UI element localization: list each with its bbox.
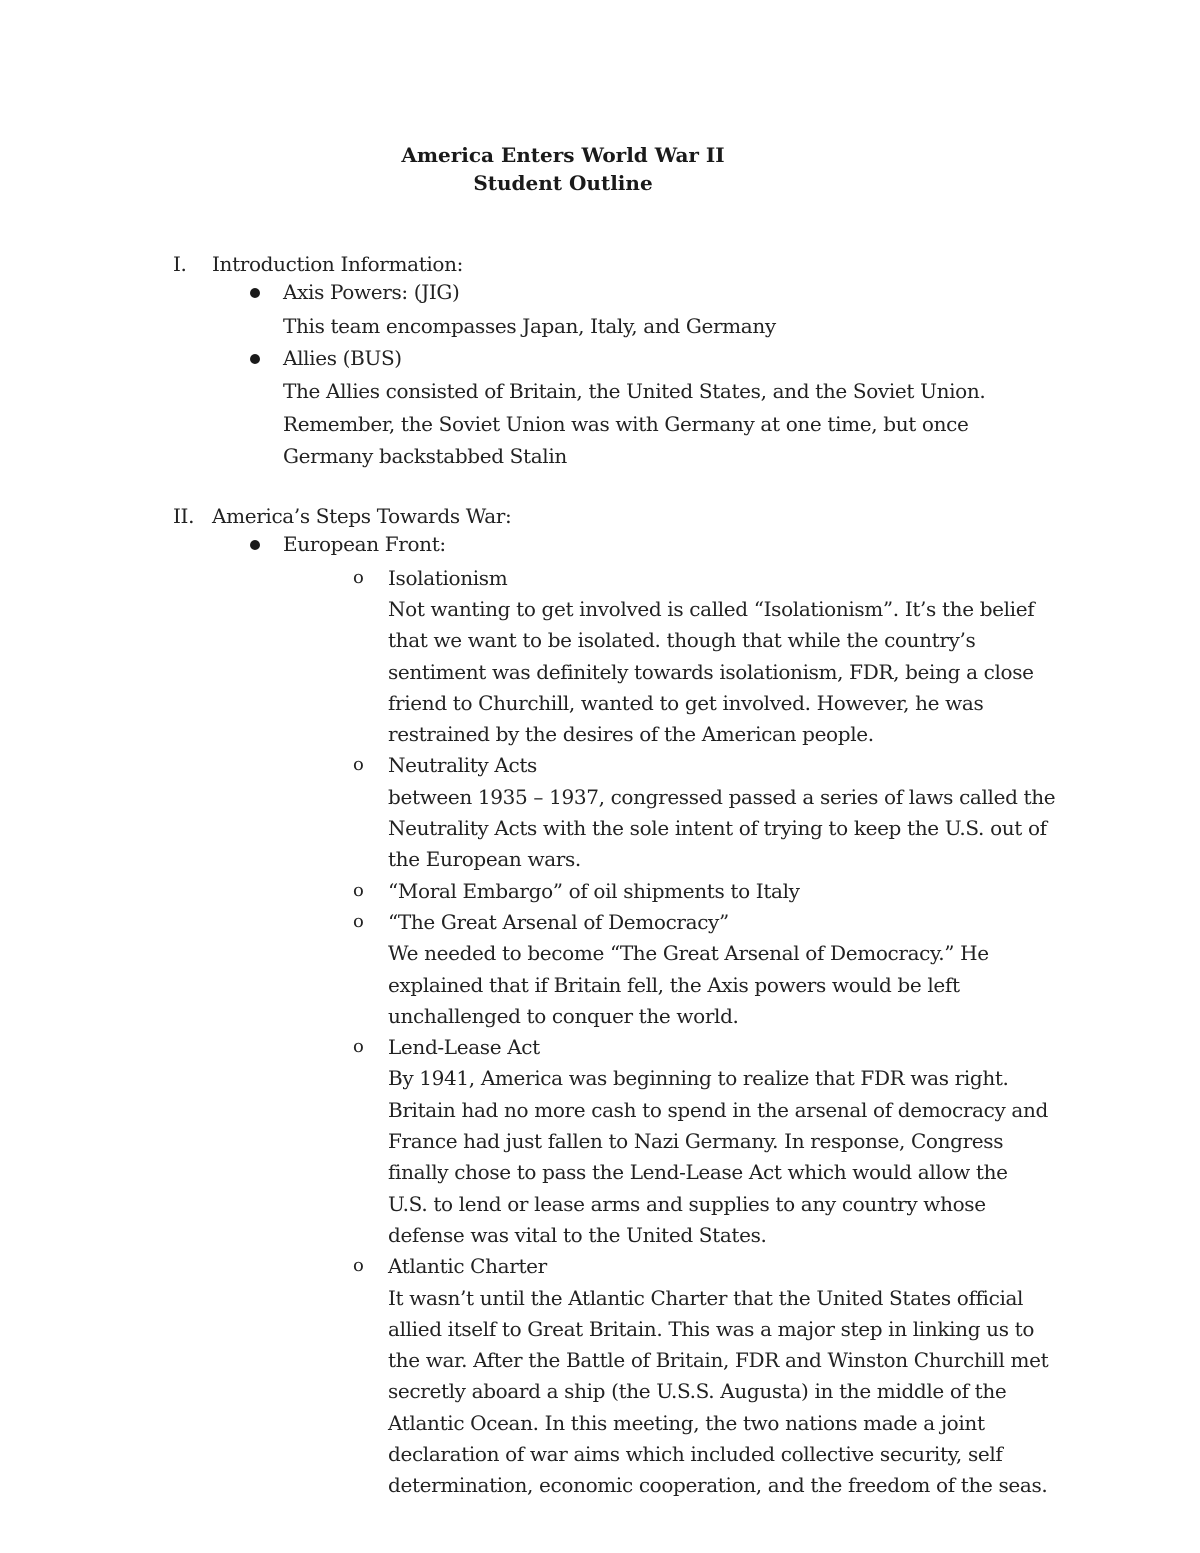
subitem-text-line: We needed to become “The Great Arsenal of Democracy.” He [388,941,989,966]
subitem-text-line: Neutrality Acts with the sole intent of trying to keep the U.S. out of [388,816,1047,840]
subitem-label: “Moral Embargo” of oil shipments to Italy [388,878,800,903]
subitem-text-line: secretly aboard a ship (the U.S.S. Augusta) in the middle of the [388,1379,1007,1404]
subitem-text-line: Not wanting to get involved is called “Isolationism”. It’s the belief [388,596,1035,621]
subitem-text-line: the European wars. [388,847,581,872]
subitem-text-line: Atlantic Ocean. In this meeting, the two nations made a joint [388,1410,985,1435]
subitem-text-line: France had just fallen to Nazi Germany. In response, Congress [388,1129,1004,1153]
bullet-text-line: The Allies consisted of Britain, the United States, and the Soviet Union. [283,379,986,404]
bullet-icon [250,540,260,550]
bullet-text-line: Remember, the Soviet Union was with Germany at one time, but once [283,411,969,436]
title-block [0,141,1126,197]
subitem-text-line: that we want to be isolated. though that while the country’s [388,628,976,653]
subitem-text-line: U.S. to lend or lease arms and supplies to any country whose [388,1191,986,1216]
bullet-icon [250,354,260,364]
subitem-text-line: By 1941, America was beginning to realize that FDR was right. [388,1066,1009,1091]
bullet-text-line: This team encompasses Japan, Italy, and Germany [283,313,776,338]
subitem-text-line: declaration of war aims which included collective security, self [388,1442,1003,1466]
subitem-text-line: explained that if Britain fell, the Axis powers would be left [388,972,960,997]
bullet-label: European Front: [283,532,446,557]
document-title: America Enters World War II [401,143,725,167]
section-numeral: II. [173,504,195,528]
sub-bullet-icon: o [353,879,364,901]
subitem-text-line: allied itself to Great Britain. This was a major step in linking us to [388,1316,1035,1341]
subitem-text-line: sentiment was definitely towards isolationism, FDR, being a close [388,659,1034,684]
bullet-label: Axis Powers: (JIG) [283,280,460,305]
document-subtitle: Student Outline [473,171,653,195]
section-heading: America’s Steps Towards War: [212,504,512,528]
section-heading: Introduction Information: [212,252,464,276]
subitem-text-line: between 1935 – 1937, congressed passed a series of laws called the [388,784,1056,809]
subitem-text-line: defense was vital to the United States. [388,1222,767,1247]
subitem-text-line: It wasn’t until the Atlantic Charter that the United States official [388,1285,1024,1310]
bullet-text-line: Germany backstabbed Stalin [283,443,567,468]
subitem-label: Atlantic Charter [388,1254,547,1279]
subitem-text-line: determination, economic cooperation, and the freedom of the seas. [388,1473,1048,1498]
sub-bullet-icon: o [353,754,364,776]
sub-bullet-icon: o [353,1255,364,1277]
bullet-label: Allies (BUS) [283,345,402,370]
sub-bullet-icon: o [353,1036,364,1058]
subitem-text-line: restrained by the desires of the American people. [388,722,874,747]
sub-bullet-icon: o [353,910,364,932]
subitem-label: “The Great Arsenal of Democracy” [388,909,729,934]
bullet-icon [250,288,260,298]
subitem-label: Neutrality Acts [388,753,537,778]
subitem-text-line: finally chose to pass the Lend-Lease Act which would allow the [388,1160,1008,1185]
section-numeral: I. [173,252,187,276]
subitem-label: Lend-Lease Act [388,1035,540,1060]
subitem-label: Isolationism [388,565,508,590]
subitem-text-line: the war. After the Battle of Britain, FDR and Winston Churchill met [388,1348,1049,1373]
subitem-text-line: unchallenged to conquer the world. [388,1003,739,1028]
subitem-text-line: Britain had no more cash to spend in the arsenal of democracy and [388,1097,1048,1122]
sub-bullet-icon: o [353,566,364,588]
subitem-text-line: friend to Churchill, wanted to get involved. However, he was [388,690,984,715]
